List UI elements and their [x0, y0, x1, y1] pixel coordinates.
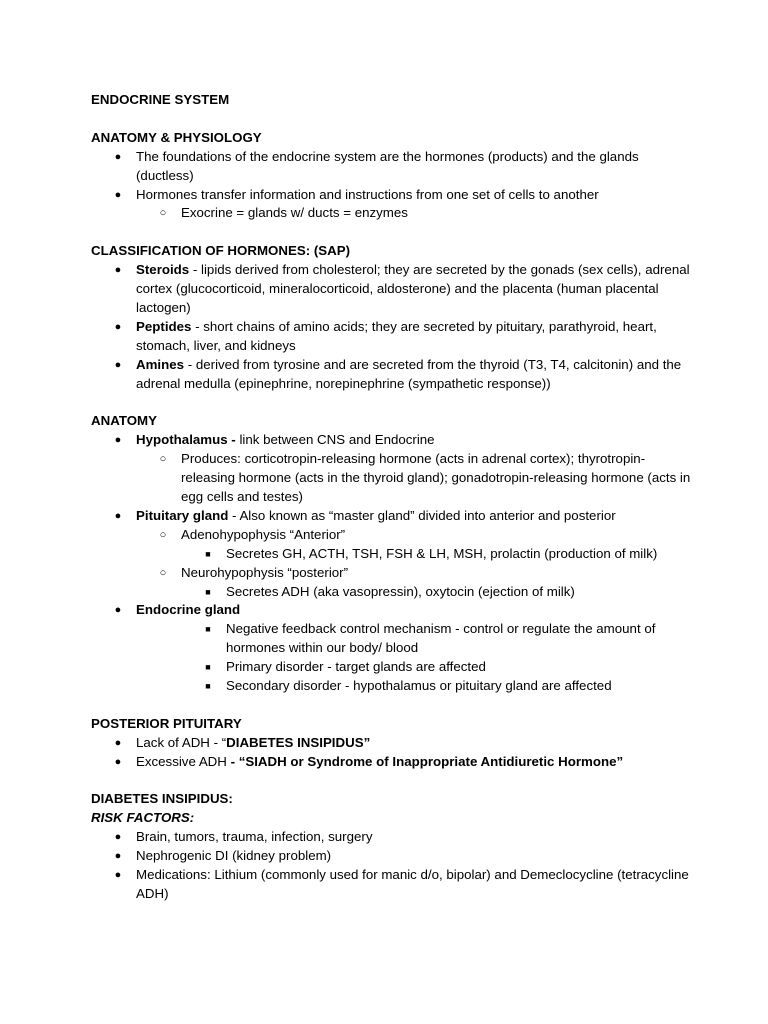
circle-bullet-icon: ○: [159, 528, 167, 541]
list-item: ● The foundations of the endocrine system are the hormones (products) and the glands (ductless): [91, 148, 691, 186]
list-item: ● Lack of ADH - “DIABETES INSIPIDUS”: [91, 734, 691, 753]
list-item-pituitary: ● Pituitary gland - Also known as “master gland” divided into anterior and posterior: [91, 507, 691, 526]
list-risk-factors: [91, 828, 691, 904]
list-posterior-pituitary: [91, 734, 691, 772]
bullet-icon: ●: [114, 736, 122, 749]
list-item: ○ Adenohypophysis “Anterior”: [91, 526, 691, 545]
document-page: [91, 91, 691, 904]
square-bullet-icon: ■: [205, 624, 211, 635]
term: Endocrine gland: [136, 602, 241, 618]
subheading-risk-factors: RISK FACTORS:: [91, 810, 195, 826]
section-heading-anatomy-physiology: ANATOMY & PHYSIOLOGY: [91, 129, 262, 145]
list-item: ○ Exocrine = glands w/ ducts = enzymes: [91, 204, 691, 223]
list-item-peptides: ● Peptides - short chains of amino acids; they are secreted by pituitary, parathyroid, heart, stomach, liver, and kidneys: [91, 318, 691, 356]
bullet-icon: ●: [114, 264, 122, 277]
list-item: ■ Secretes ADH (aka vasopressin), oxytocin (ejection of milk): [91, 583, 691, 602]
term: Amines: [136, 356, 185, 372]
list-item-steroids: ● Steroids - lipids derived from cholesterol; they are secreted by the gonads (sex cells), adrenal cortex (glucocorticoid, mineralocorticoid, aldosterone) and the placenta (human placental lactogen): [91, 261, 691, 318]
bullet-icon: ●: [114, 509, 122, 522]
list-item: ○ Neurohypophysis “posterior”: [91, 564, 691, 583]
list-item: ■ Negative feedback control mechanism - control or regulate the amount of hormones within our body/ blood: [91, 620, 691, 658]
bullet-icon: ●: [114, 604, 122, 617]
bullet-icon: ●: [114, 755, 122, 768]
bullet-icon: ●: [114, 434, 122, 447]
term: Steroids: [136, 262, 190, 278]
square-bullet-icon: ■: [205, 662, 211, 673]
section-heading-anatomy: ANATOMY: [91, 413, 157, 429]
document-title: ENDOCRINE SYSTEM: [91, 92, 230, 107]
square-bullet-icon: ■: [205, 586, 211, 597]
list-item-hypothalamus: ● Hypothalamus - link between CNS and Endocrine: [91, 431, 691, 450]
bullet-icon: ●: [114, 831, 122, 844]
list-item: ● Hormones transfer information and instructions from one set of cells to another: [91, 186, 691, 205]
bullet-icon: ●: [114, 188, 122, 201]
bullet-icon: ●: [114, 869, 122, 882]
list-classification: [91, 261, 691, 393]
circle-bullet-icon: ○: [159, 207, 167, 220]
square-bullet-icon: ■: [205, 548, 211, 559]
section-heading-classification: CLASSIFICATION OF HORMONES: (SAP): [91, 243, 351, 259]
list-item-amines: ● Amines - derived from tyrosine and are secreted from the thyroid (T3, T4, calcitonin) and the adrenal medulla (epinephrine, norepinephrine (sympathetic response)): [91, 356, 691, 394]
list-item-endocrine-gland: [91, 601, 691, 620]
bullet-icon: ●: [114, 320, 122, 333]
list-anatomy: [91, 431, 691, 696]
bullet-icon: ●: [114, 150, 122, 163]
bullet-icon: ●: [114, 358, 122, 371]
bullet-icon: ●: [114, 850, 122, 863]
circle-bullet-icon: ○: [159, 453, 167, 466]
list-item: ○ Produces: corticotropin-releasing hormone (acts in adrenal cortex); thyrotropin-releasing hormone (acts in the thyroid gland); gonadotropin-releasing hormone (acts in egg cells and testes): [91, 450, 691, 507]
list-item: ■ Secretes GH, ACTH, TSH, FSH & LH, MSH, prolactin (production of milk): [91, 545, 691, 564]
term: Peptides: [136, 318, 192, 334]
square-bullet-icon: ■: [205, 681, 211, 692]
list-item: ● Medications: Lithium (commonly used for manic d/o, bipolar) and Demeclocycline (tetracycline ADH): [91, 866, 691, 904]
list-item: ■ Primary disorder - target glands are affected: [91, 658, 691, 677]
list-item: ● Nephrogenic DI (kidney problem): [91, 847, 691, 866]
term: Hypothalamus -: [136, 432, 240, 448]
list-item: ● Brain, tumors, trauma, infection, surgery: [91, 828, 691, 847]
term: Pituitary gland: [136, 507, 229, 523]
circle-bullet-icon: ○: [159, 566, 167, 579]
list-item: ■ Secondary disorder - hypothalamus or pituitary gland are affected: [91, 677, 691, 696]
list-item: ● Excessive ADH - “SIADH or Syndrome of Inappropriate Antidiuretic Hormone”: [91, 753, 691, 772]
section-heading-diabetes-insipidus: DIABETES INSIPIDUS:: [91, 791, 233, 807]
list-anatomy-physiology: [91, 148, 691, 224]
section-heading-posterior-pituitary: POSTERIOR PITUITARY: [91, 715, 242, 731]
